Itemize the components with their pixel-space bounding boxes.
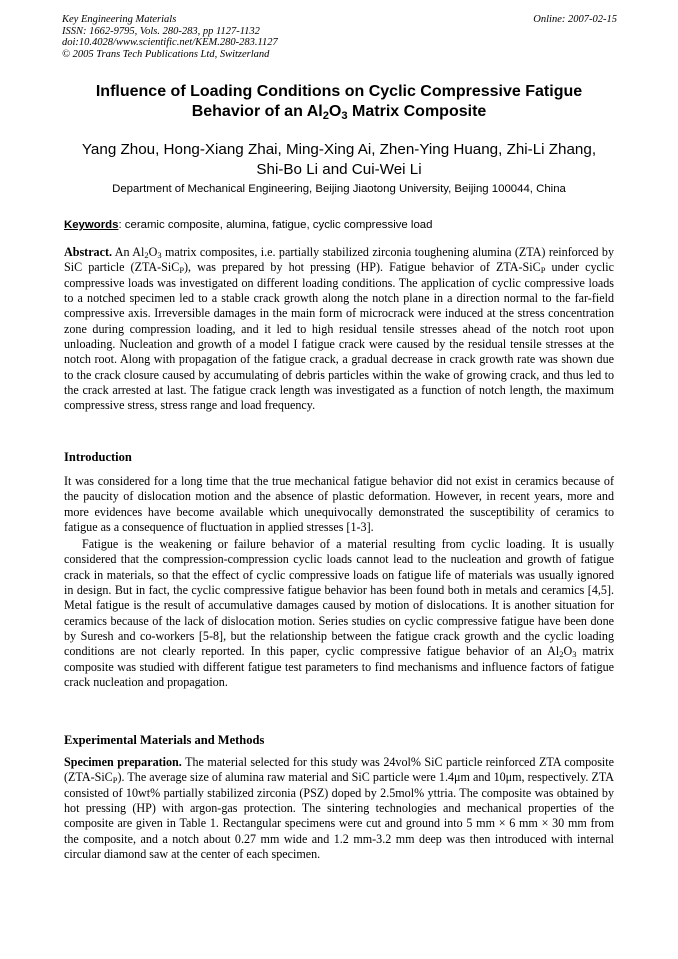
journal-name: Key Engineering Materials [62, 14, 177, 25]
affiliation: Department of Mechanical Engineering, Beijing Jiaotong University, Beijing 100044, China [112, 183, 566, 195]
journal-header [62, 14, 617, 60]
abstract-paragraph: Abstract. An $Al_2O_3$ matrix composites, i.e. partially stabilized zirconia toughening alumina (ZTA) reinforced by SiC particle (ZTA-SiC$_P$), was prepared by hot pressing (HP). Fatigue behavior of ZTA-SiC$_P$ under cyclic compressive loads was investigated on different loading conditions. The application of cyclic compressive loads to a notched specimen led to a stable crack growth along the notch plane in a direction normal to the far-field compressive axis. Irreversible damages in the main form of microcrack were induced at the stress concentration zone during compression loading, and it led to high residual tensile stresses ahead of the notch root upon unloading. Nucleation and growth of a model I fatigue crack were caused by the residual tensile stresses at the notch root. Along with propagation of the fatigue crack, a gradual decrease in crack growth rate was shown due to the crack closure caused by accumulating of debris particles within the wake of growing crack, and thus led to the crack arrested at last. The fatigue crack length was investigated as a function of notch length, the maximum compressive stress, stress range and load frequency. [64, 245, 614, 413]
specimen-preparation-paragraph: Specimen preparation. The material selected for this study was 24vol% SiC particle reinforced ZTA composite (ZTA-SiC$_P$). The average size of alumina raw material and SiC particle were 1.4μm and 10μm, respectively. ZTA consisted of 10wt% partially stabilized zirconia (PSZ) doped by 2.5mol% yttria. The composite was obtained by hot pressing (HP) with argon-gas protection. The sintering technologies and mechanical properties of the composite are given in Table 1. Rectangular specimens were cut and ground into 5 mm × 6 mm × 30 mm from the composite, and a notch about 0.27 mm wide and 1.2 mm-3.2 mm deep was then introduced with internal circular diamond saw at the center of each specimen. [64, 755, 614, 862]
methods-heading: Experimental Materials and Methods [64, 733, 265, 747]
copyright-line: © 2005 Trans Tech Publications Ltd, Switzerland [62, 48, 270, 60]
authors-line-1: Yang Zhou, Hong-Xiang Zhai, Ming-Xing Ai, Zhen-Ying Huang, Zhi-Li Zhang, [81, 141, 597, 158]
keywords [64, 218, 619, 232]
keywords-text: : ceramic composite, alumina, fatigue, cyclic compressive load [118, 219, 433, 231]
introduction-paragraph-1: It was considered for a long time that the true mechanical fatigue behavior did not exist in ceramics because of the paucity of dislocation motion and the absence of plastic deformation. However, in recent years, more and more evidences have become available which unequivocally demonstrated the susceptibility of ceramics to fatigue as a consequence of fluctuation in applied stresses [1-3]. [64, 474, 614, 535]
doi-line: doi:10.4028/www.scientific.net/KEM.280-283.1127 [62, 37, 278, 49]
author-list [40, 140, 638, 180]
specimen-preparation-label: Specimen preparation. [64, 755, 182, 769]
authors-line-2: Shi-Bo Li and Cui-Wei Li [256, 161, 422, 178]
keywords-label: Keywords [64, 219, 119, 231]
title-line-1: Influence of Loading Conditions on Cyclic Compressive Fatigue [95, 83, 583, 100]
title-line-2: Behavior of an $Al_2O_3$ Matrix Composite [191, 103, 487, 122]
online-date: Online: 2007-02-15 [533, 14, 617, 25]
issn-line: ISSN: 1662-9795, Vols. 280-283, pp 1127-1132 [62, 25, 260, 37]
introduction-paragraph-2: Fatigue is the weakening or failure behavior of a material resulting from cyclic loading. It is usually considered that the compression-compression cyclic loads cannot lead to the nucleation and growth of fatigue crack in materials, so that the effect of cyclic compressive loads on fatigue life of materials was usually ignored in design. But in fact, the cyclic compressive fatigue behavior has been found both in metals and ceramics [4,5]. Metal fatigue is the result of accumulative damages caused by motion of dislocations. It is another situation for ceramics because of the lack of dislocation motion. Series studies on cyclic compressive fatigue have been done by Suresh and co-workers [5-8], but the relationship between the fatigue crack growth and the cyclic loading conditions are not clearly reported. In this paper, cyclic compressive fatigue behavior of an $Al_2O_3$ matrix composite was studied with different fatigue test parameters to find mechanisms and influence factors of fatigue crack nucleation and propagation. [64, 537, 614, 690]
abstract-label: Abstract. [64, 245, 113, 259]
introduction-heading: Introduction [64, 450, 132, 464]
paper-title [40, 82, 638, 122]
